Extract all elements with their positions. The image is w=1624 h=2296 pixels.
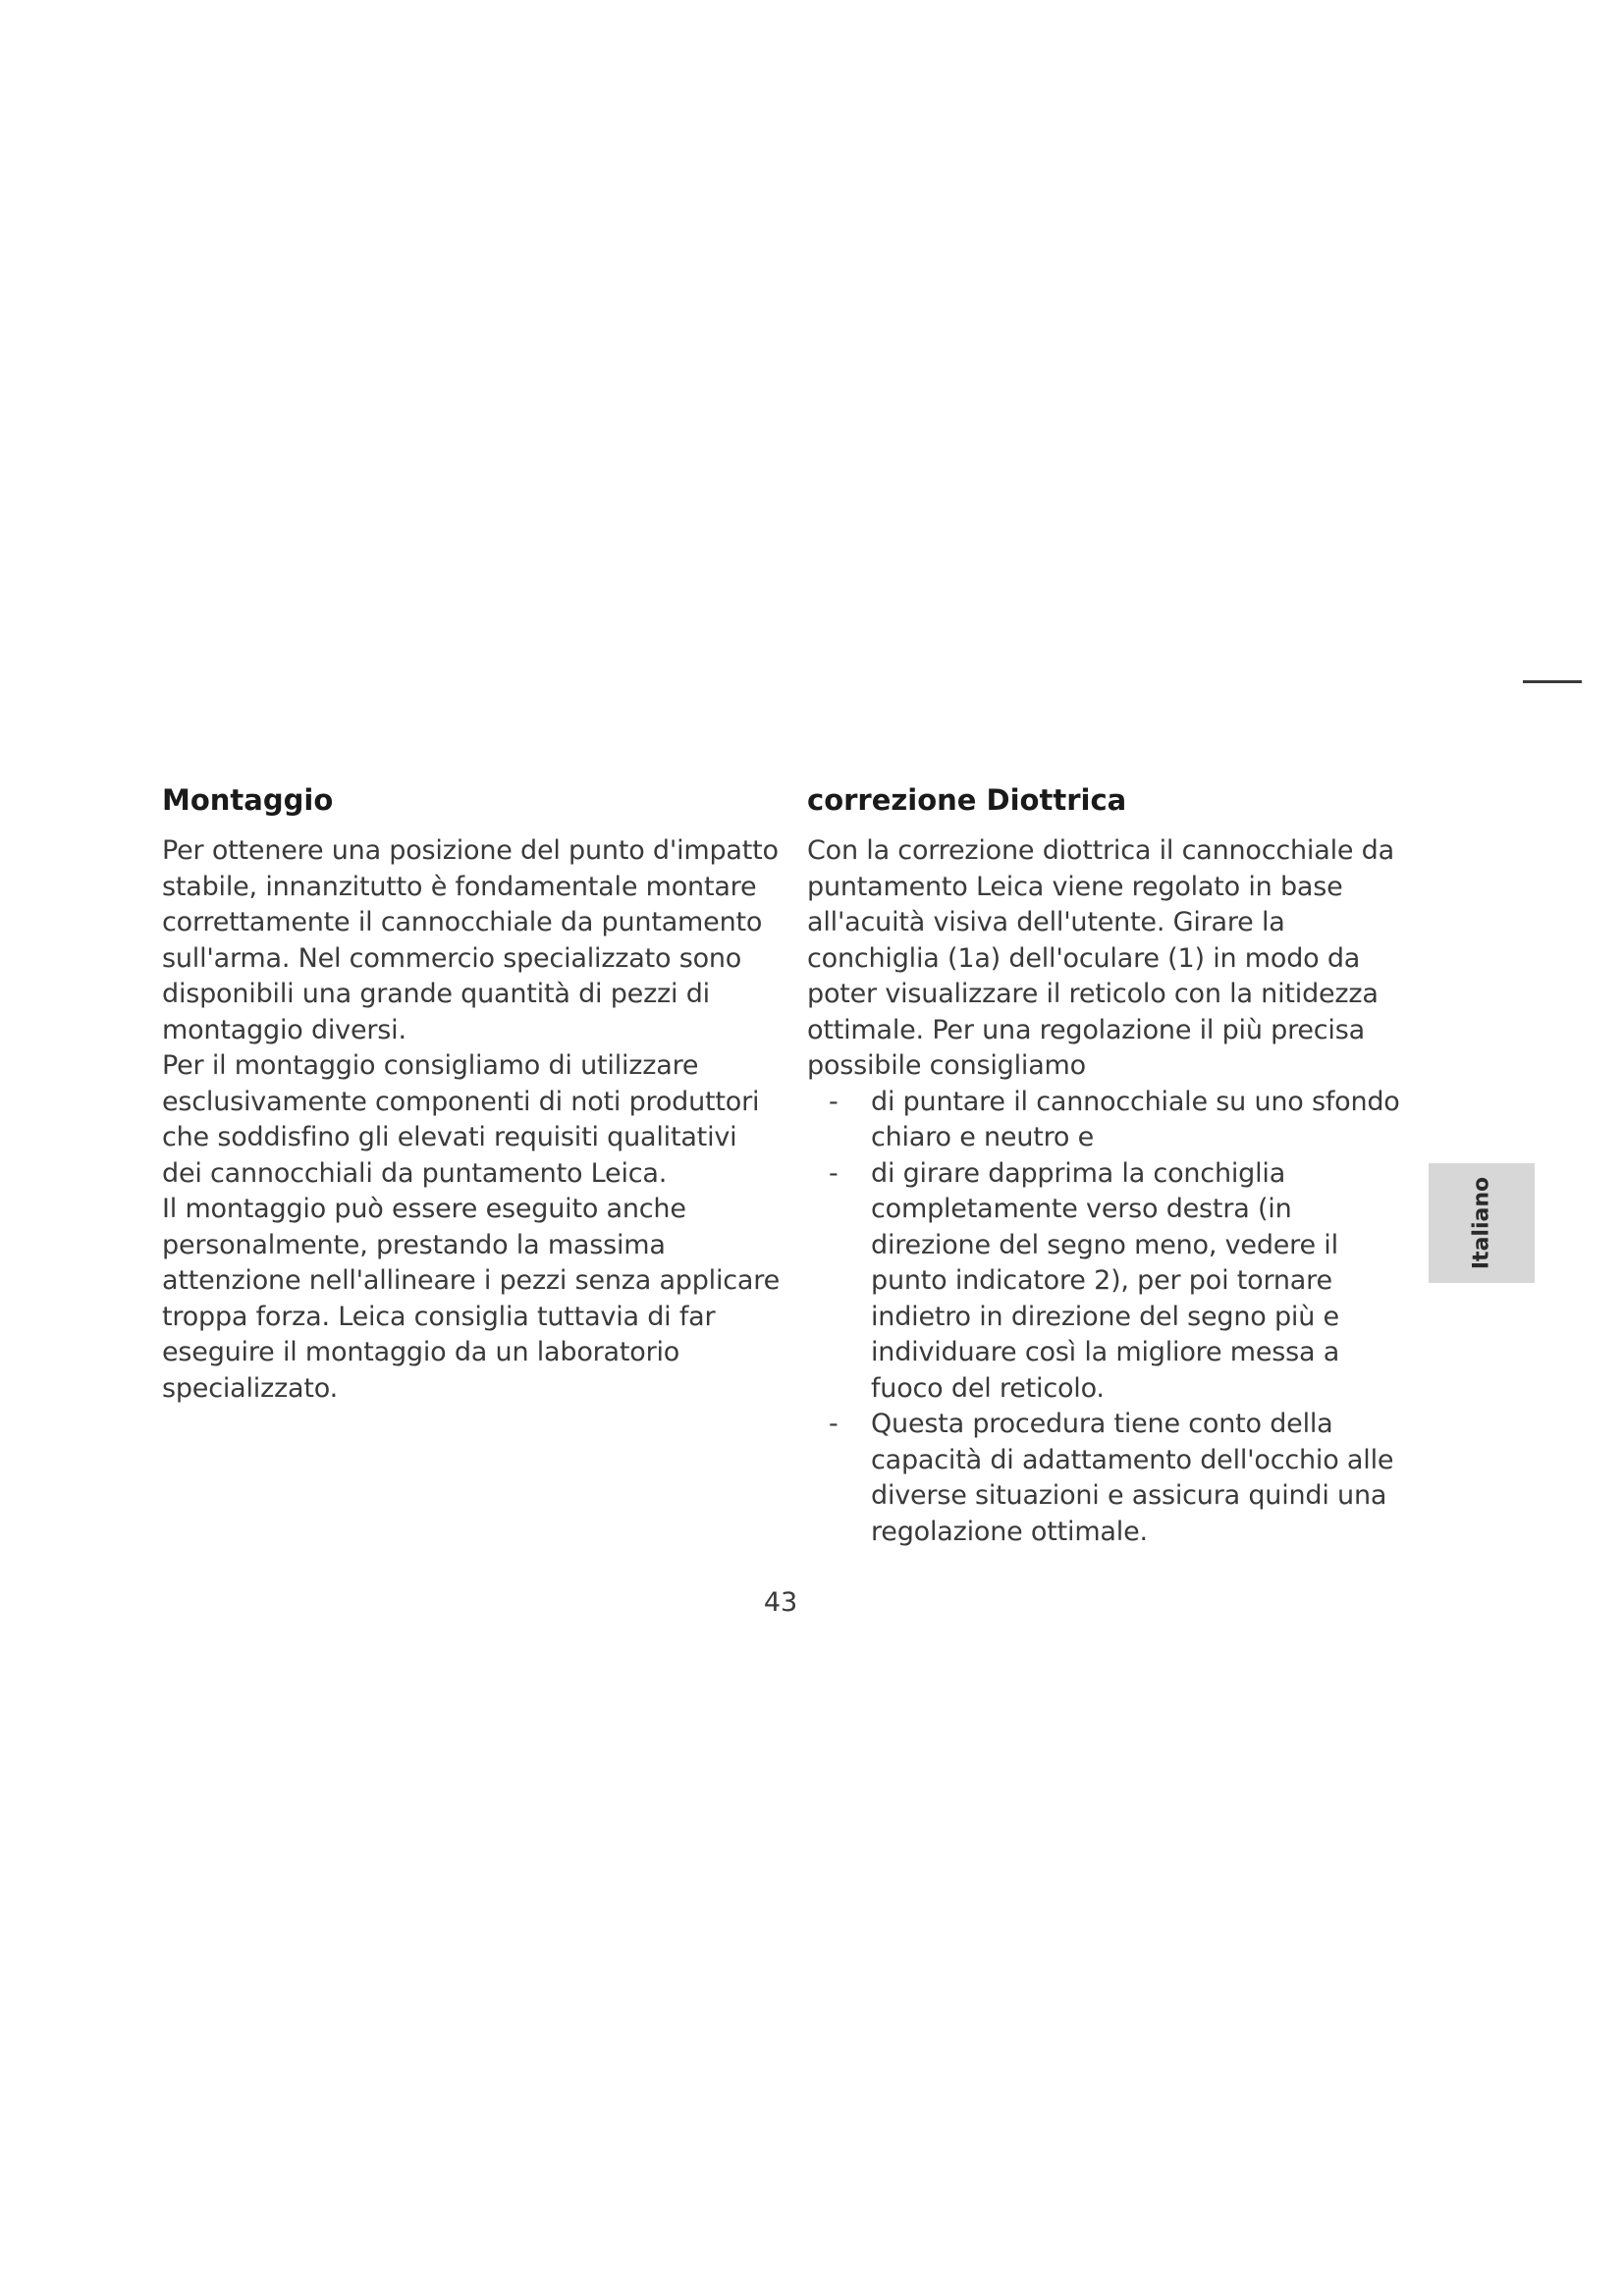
list-item-text: di puntare il cannocchiale su uno sfondo chiaro e neutro e xyxy=(871,1086,1400,1152)
language-tab xyxy=(1429,1163,1535,1283)
paragraph: Con la correzione diottrica il cannocchiale da puntamento Leica viene regolato in base all'acuità visiva dell'utente. Girare la conchiglia (1a) dell'oculare (1) in modo da poter visualizzare il reticolo con la nitidezza ottimale. Per una regolazione il più precisa possibile consigliamo xyxy=(807,835,1394,1081)
top-rule xyxy=(1523,680,1582,683)
list-item xyxy=(807,1156,1406,1408)
list-item-text: di girare dapprima la conchiglia completamente verso destra (in direzione del segno meno, vedere il punto indicatore 2), per poi tornare indietro in direzione del segno più e individuare così la migliore messa a fuoco del reticolo. xyxy=(871,1157,1340,1404)
section-heading: Montaggio xyxy=(162,783,334,817)
language-tab-label: Italiano xyxy=(1469,1176,1494,1270)
page-number: 43 xyxy=(763,1587,798,1618)
list-item xyxy=(807,1407,1406,1550)
list-item xyxy=(807,1085,1406,1156)
section-heading: correzione Diottrica xyxy=(807,783,1127,817)
section-montaggio xyxy=(162,780,781,1407)
paragraph: Il montaggio può essere eseguito anche personalmente, prestando la massima attenzione nell'allineare i pezzi senza applicare troppa forza. Leica consiglia tuttavia di far eseguire il montaggio da un laboratorio specializzato. xyxy=(162,1194,780,1404)
list-dash: - xyxy=(829,1409,839,1439)
paragraph: Per il montaggio consigliamo di utilizzare esclusivamente componenti di noti produttori che soddisfino gli elevati requisiti qualitativi dei cannocchiali da puntamento Leica. xyxy=(162,1050,760,1189)
list-dash: - xyxy=(829,1086,839,1117)
section-correzione-diottrica xyxy=(807,780,1406,1550)
list-dash: - xyxy=(829,1157,839,1189)
list-item-text: Questa procedura tiene conto della capacità di adattamento dell'occhio alle diverse situazioni e assicura quindi una regolazione ottimale. xyxy=(871,1409,1394,1547)
paragraph: Per ottenere una posizione del punto d'impatto stabile, innanzitutto è fondamentale montare correttamente il cannocchiale da puntamento sull'arma. Nel commercio specializzato sono disponibili una grande quantità di pezzi di montaggio diversi. xyxy=(162,835,779,1045)
